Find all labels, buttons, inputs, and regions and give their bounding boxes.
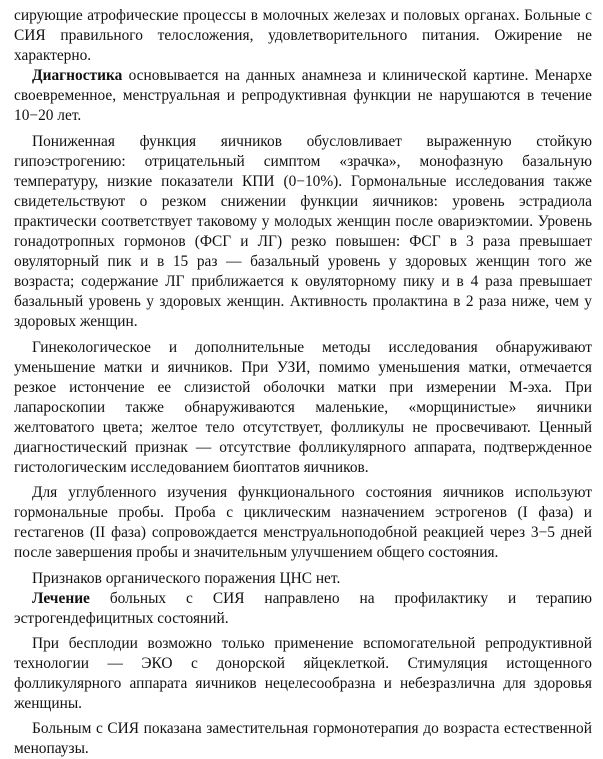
paragraph-cns <box>14 569 592 589</box>
paragraph-text: Пониженная функция яичников обусловливает выраженную стойкую гипоэстрогению: отрицательный симптом «зрачка», монофазную базальную температуру, низкие показатели КПИ (0−10%). Гормональные исследования также свидетельствуют о резком снижении функции яичников: уровень эстрадиола практически соответствует таковому у молодых женщин после овариэктомии. Уровень гонадотропных гормонов (ФСГ и ЛГ) резко повышен: ФСГ в 3 раза превышает овуляторный пик и в 15 раз — базальный уровень у здоровых женщин того же возраста; содержание ЛГ приближается к овуляторному пику и в 4 раза превышает базальный уровень у здоровых женщин. Активность пролактина в 2 раза ниже, чем у здоровых женщин. <box>14 132 592 331</box>
paragraph-infertility <box>14 634 592 714</box>
document-page <box>14 6 592 759</box>
paragraph-treatment <box>14 589 592 629</box>
paragraph-diagnostics <box>14 66 592 126</box>
paragraph-text: При бесплодии возможно только применение вспомогательной репродуктивной технологии — ЭКО с донорской яйцеклеткой. Стимуляция истощенного фолликулярного аппарата яичников нецелесообразна и небезразлична для здоровья женщины. <box>14 634 592 713</box>
paragraph-hormonal-tests <box>14 483 592 563</box>
paragraph-text: больных с СИЯ направлено на профилактику и терапию эстрогендефицитных состояний. <box>14 589 592 627</box>
paragraph-text: Признаков органического поражения ЦНС нет. <box>32 569 341 587</box>
paragraph-atrophy <box>14 6 592 66</box>
heading-diagnostics: Диагностика <box>32 67 123 85</box>
paragraph-hormones <box>14 132 592 333</box>
paragraph-text: Для углубленного изучения функционального состояния яичников используют гормональные пробы. Проба с циклическим назначением эстрогенов (I фаза) и гестагенов (II фаза) сопровождается менструальноподобной реакцией через 3−5 дней после завершения пробы и значительным улучшением общего состояния. <box>14 484 592 562</box>
paragraph-hrt <box>14 719 592 759</box>
paragraph-text: сирующие атрофические процессы в молочных железах и половых органах. Больные с СИЯ правильного телосложения, удовлетворительного питания. Ожирение не характерно. <box>14 7 592 65</box>
paragraph-examination <box>14 338 592 479</box>
heading-treatment: Лечение <box>32 589 90 607</box>
paragraph-text: основывается на данных анамнеза и клинической картине. Менархе своевременное, менструальная и репродуктивная функции не нарушаются в течение 10−20 лет. <box>14 67 592 125</box>
paragraph-text: Гинекологическое и дополнительные методы исследования обнаруживают уменьшение матки и яичников. При УЗИ, помимо уменьшения матки, отмечается резкое истончение ее слизистой оболочки матки при измерении М-эха. При лапароскопии также обнаруживаются маленькие, «морщинистые» яичники желтоватого цвета; желтое тело отсутствует, фолликулы не просвечивают. Ценный диагностический признак — отсутствие фолликулярного аппарата, подтвержденное гистологическим исследованием биоптатов яичников. <box>14 338 592 477</box>
paragraph-text: Больным с СИЯ показана заместительная гормонотерапия до возраста естественной менопаузы. <box>14 720 592 758</box>
